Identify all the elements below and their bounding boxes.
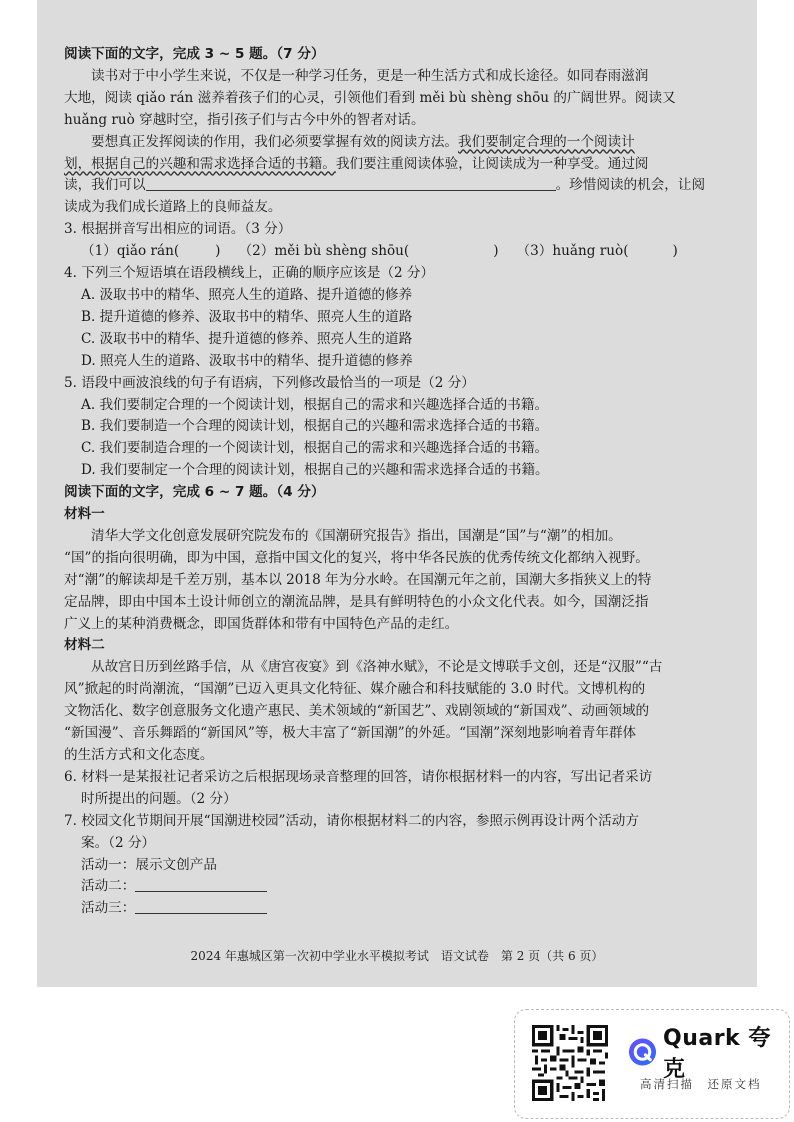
question-3-items [64, 241, 729, 263]
quark-brand [628, 1026, 789, 1082]
passage1-line: 大地，阅读 qiǎo rán 滋养着孩子们的心灵，引领他们看到 měi bù shèng shōu 的广阔世界。阅读又 [64, 89, 676, 106]
passage1-line: huǎng ruò 穿越时空，指引孩子们与古今中外的智者对话。 [64, 111, 425, 128]
q3-item-b-end: ) [493, 243, 499, 260]
question-7-line: 案。（2 分） [81, 834, 156, 851]
material-2-line: 的生活方式和文化态度。 [64, 747, 214, 763]
passage2-line [64, 154, 729, 176]
question-5-stem: 5. 语段中画波浪线的句子有语病，下列修改最恰当的一项是（2 分） [64, 374, 475, 391]
q3-item-b: （2）měi bù shèng shōu( [238, 243, 410, 260]
material-2-line: 风”掀起的时尚潮流，“国潮”已迈入更具文化特征、媒介融合和科技赋能的 3.0 时代。文博机构的 [64, 681, 646, 698]
brand-name: Quark 夸克 [663, 1026, 771, 1082]
section2-heading: 阅读下面的文字，完成 6 ~ 7 题。（4 分） [64, 484, 325, 501]
material-1-line: 定品牌，即由中国本土设计师创立的潮流品牌，是具有鲜明特色的小众文化代表。如今，国潮泛指 [64, 593, 649, 610]
question-6-line: 时所提出的问题。（2 分） [81, 790, 237, 807]
quark-scan-badge [514, 1009, 790, 1119]
material-2-line: 从故宫日历到丝路手信，从《唐宫夜宴》到《洛神水赋》，不论是文博联手文创，还是“汉服”“古 [91, 659, 663, 676]
brand-tagline: 高清扫描 还原文档 [640, 1077, 762, 1091]
material-1-line: 对“潮”的解读却是千差万别，基本以 2018 年为分水岭。在国潮元年之前，国潮大多指狭义上的特 [64, 571, 652, 588]
activity-3 [64, 898, 729, 920]
quark-logo-icon [628, 1037, 657, 1067]
question-3-stem: 3. 根据拼音写出相应的词语。（3 分） [64, 221, 292, 238]
passage2-line [64, 175, 729, 197]
q5-option-d: D. 我们要制定一个合理的阅读计划，根据自己的兴趣和需求选择合适的书籍。 [81, 462, 549, 479]
q3-item-c: （3）huǎng ruò( [516, 243, 629, 260]
activity-3-label: 活动三： [81, 900, 136, 917]
material-1-title: 材料一 [64, 506, 105, 523]
question-7-line: 7. 校园文化节期间开展“国潮进校园”活动，请你根据材料二的内容，参照示例再设计两个活动方 [64, 812, 639, 829]
q4-option-c: C. 汲取书中的精华、提升道德的修养、照亮人生的道路 [81, 330, 413, 347]
material-1-line: 清华大学文化创意发展研究院发布的《国潮研究报告》指出，国潮是“国”与“潮”的相加。 [91, 527, 622, 544]
q5-option-c: C. 我们要制造合理的一个阅读计划，根据自己的需求和兴趣选择合适的书籍。 [81, 440, 549, 457]
exam-content [64, 44, 729, 920]
wavy-underlined-sentence: 划，根据自己的兴趣和需求选择合适的书籍。 [64, 155, 336, 172]
q3-item-c-end: ) [672, 243, 678, 260]
activity-3-blank [135, 899, 267, 914]
activity-2 [64, 876, 729, 898]
section1-heading: 阅读下面的文字，完成 3 ~ 5 题。（7 分） [64, 46, 325, 62]
material-2-line: 文物活化、数字创意服务文化遗产惠民、美术领域的“新国艺”、戏剧领域的“新国戏”、动画领域的 [64, 703, 650, 720]
passage-text: 读，我们可以 [64, 177, 146, 194]
q4-option-b: B. 提升道德的修养、汲取书中的精华、照亮人生的道路 [81, 308, 413, 325]
activity-2-blank [135, 877, 267, 892]
wavy-underlined-sentence: 我们要制定合理的一个阅读计 [458, 133, 635, 150]
passage-text: 我们要注重阅读体验，让阅读成为一种享受。通过阅 [335, 155, 649, 172]
material-1-line: 广义上的某种消费概念，即国货群体和带有中国特色产品的走红。 [64, 615, 459, 632]
question-6-line: 6. 材料一是某报社记者采访之后根据现场录音整理的回答，请你根据材料一的内容，写出记者采访 [64, 768, 653, 785]
material-2-title: 材料二 [64, 637, 105, 654]
q4-option-d: D. 照亮人生的道路、汲取书中的精华、提升道德的修养 [81, 352, 413, 369]
q3-item-a-end: ) [215, 243, 221, 260]
q5-option-a: A. 我们要制定合理的一个阅读计划，根据自己的需求和兴趣选择合适的书籍。 [81, 396, 549, 413]
activity-2-label: 活动二： [81, 878, 136, 895]
passage2-line: 读成为我们成长道路上的良师益友。 [64, 199, 282, 216]
q5-option-b: B. 我们要制造一个合理的阅读计划，根据自己的兴趣和需求选择合适的书籍。 [81, 418, 549, 435]
activity-1: 活动一：展示文创产品 [81, 856, 217, 873]
q4-option-a: A. 汲取书中的精华、照亮人生的道路、提升道德的修养 [81, 286, 413, 303]
passage-text: 。珍惜阅读的机会，让阅 [555, 177, 706, 194]
question-4-stem: 4. 下列三个短语填在语段横线上，正确的顺序应该是（2 分） [64, 265, 435, 282]
passage2-line [64, 132, 729, 154]
q3-item-a: （1）qiǎo rán( [81, 243, 180, 260]
qr-code-icon [532, 1025, 608, 1101]
fill-blank-line [146, 176, 556, 191]
material-2-line: “新国漫”、音乐舞蹈的“新国风”等，极大丰富了“新国潮”的外延。“国潮”深刻地影响着青年群体 [64, 725, 637, 742]
passage-text: 要想真正发挥阅读的作用，我们必须要掌握有效的阅读方法。 [91, 133, 459, 150]
passage1-line: 读书对于中小学生来说，不仅是一种学习任务，更是一种生活方式和成长途径。如同春雨滋润 [91, 67, 649, 84]
page-footer: 2024 年惠城区第一次初中学业水平模拟考试 语文试卷 第 2 页（共 6 页） [190, 949, 604, 963]
material-1-line: “国”的指向很明确，即为中国，意指中国文化的复兴，将中华各民族的优秀传统文化都纳入视野。 [64, 549, 649, 566]
